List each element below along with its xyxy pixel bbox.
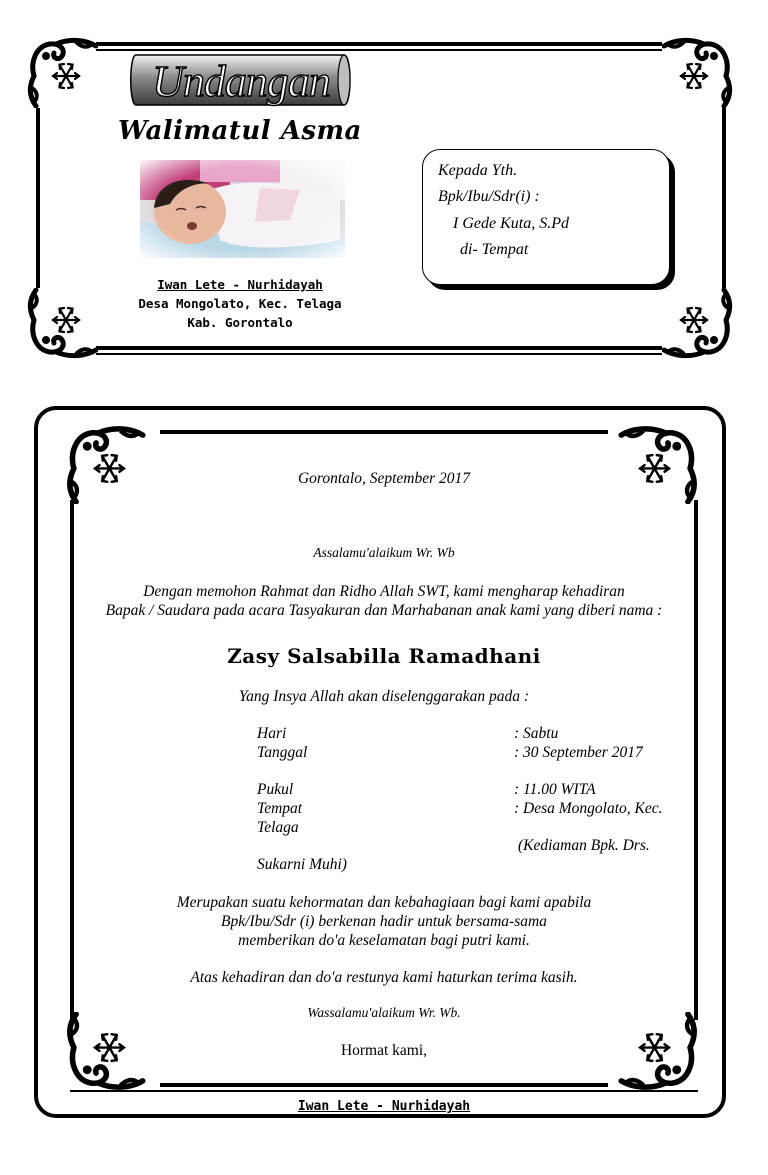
parents-names: Iwan Lete - Nurhidayah [157, 277, 323, 292]
baby-photo-image [140, 160, 345, 258]
recipient-box [422, 149, 670, 285]
recipient-name: I Gede Kuta, S.Pd [453, 215, 569, 232]
inner-frame-top [160, 430, 608, 434]
signer-names: Iwan Lete - Nurhidayah [297, 1099, 471, 1114]
inner-frame-bottom-thin [70, 1090, 698, 1092]
place-detail-cont: Sukarni Muhi) [257, 856, 347, 873]
frame-top-line [96, 42, 662, 46]
day-value: : Sabtu [514, 725, 559, 742]
frame-right-line [722, 108, 726, 288]
corner-ornament-icon [26, 288, 98, 360]
date-label: Tanggal [257, 744, 308, 761]
frame-bottom-line [96, 346, 662, 350]
closing-line-3: memberikan do'a keselamatan bagi putri kami. [238, 932, 530, 949]
regards: Hormat kami, [340, 1042, 428, 1059]
event-subtitle: Walimatul Asma [118, 116, 362, 146]
corner-ornament-icon [614, 424, 704, 504]
recipient-salutation: Kepada Yth. [438, 162, 518, 179]
corner-ornament-icon [60, 424, 150, 504]
place-value-cont: Telaga [257, 819, 299, 836]
event-intro: Yang Insya Allah akan diselenggarakan pada : [238, 688, 530, 705]
parents-address-line2: Kab. Gorontalo [187, 315, 293, 330]
day-label: Hari [257, 725, 287, 742]
recipient-location: di- Tempat [460, 241, 529, 258]
corner-ornament-icon [662, 36, 734, 108]
closing-greeting: Wassalamu'alaikum Wr. Wb. [307, 1005, 461, 1020]
time-label: Pukul [257, 781, 294, 798]
corner-ornament-icon [662, 288, 734, 360]
place-date: Gorontalo, September 2017 [297, 470, 471, 487]
place-label: Tempat [257, 800, 303, 817]
frame-top-line-thin [96, 49, 662, 51]
place-detail: (Kediaman Bpk. Drs. [518, 837, 650, 854]
frame-left-line [36, 108, 40, 288]
invitation-title: Undangan [152, 57, 330, 106]
place-value: : Desa Mongolato, Kec. [514, 800, 663, 817]
intro-line-2: Bapak / Saudara pada acara Tasyakuran dan Marhabanan anak kami yang diberi nama : [105, 602, 663, 619]
parents-address-line1: Desa Mongolato, Kec. Telaga [138, 296, 342, 311]
opening-greeting: Assalamu'alaikum Wr. Wb [313, 545, 455, 560]
thanks-line: Atas kehadiran dan do'a restunya kami haturkan terima kasih. [190, 969, 578, 986]
time-value: : 11.00 WITA [514, 781, 596, 798]
closing-line-2: Bpk/Ibu/Sdr (i) berkenan hadir untuk bersama-sama [221, 913, 547, 930]
date-value: : 30 September 2017 [514, 744, 643, 761]
baby-photo [140, 160, 345, 258]
corner-ornament-icon [26, 36, 98, 108]
child-name: Zasy Salsabilla Ramadhani [227, 644, 541, 668]
intro-line-1: Dengan memohon Rahmat dan Ridho Allah SWT, kami mengharap kehadiran [143, 583, 625, 600]
inner-frame-bottom [160, 1083, 608, 1087]
frame-bottom-line-thin [96, 353, 662, 355]
closing-line-1: Merupakan suatu kehormatan dan kebahagiaan bagi kami apabila [176, 894, 592, 911]
title-banner [130, 54, 352, 106]
recipient-title: Bpk/Ibu/Sdr(i) : [438, 188, 540, 205]
